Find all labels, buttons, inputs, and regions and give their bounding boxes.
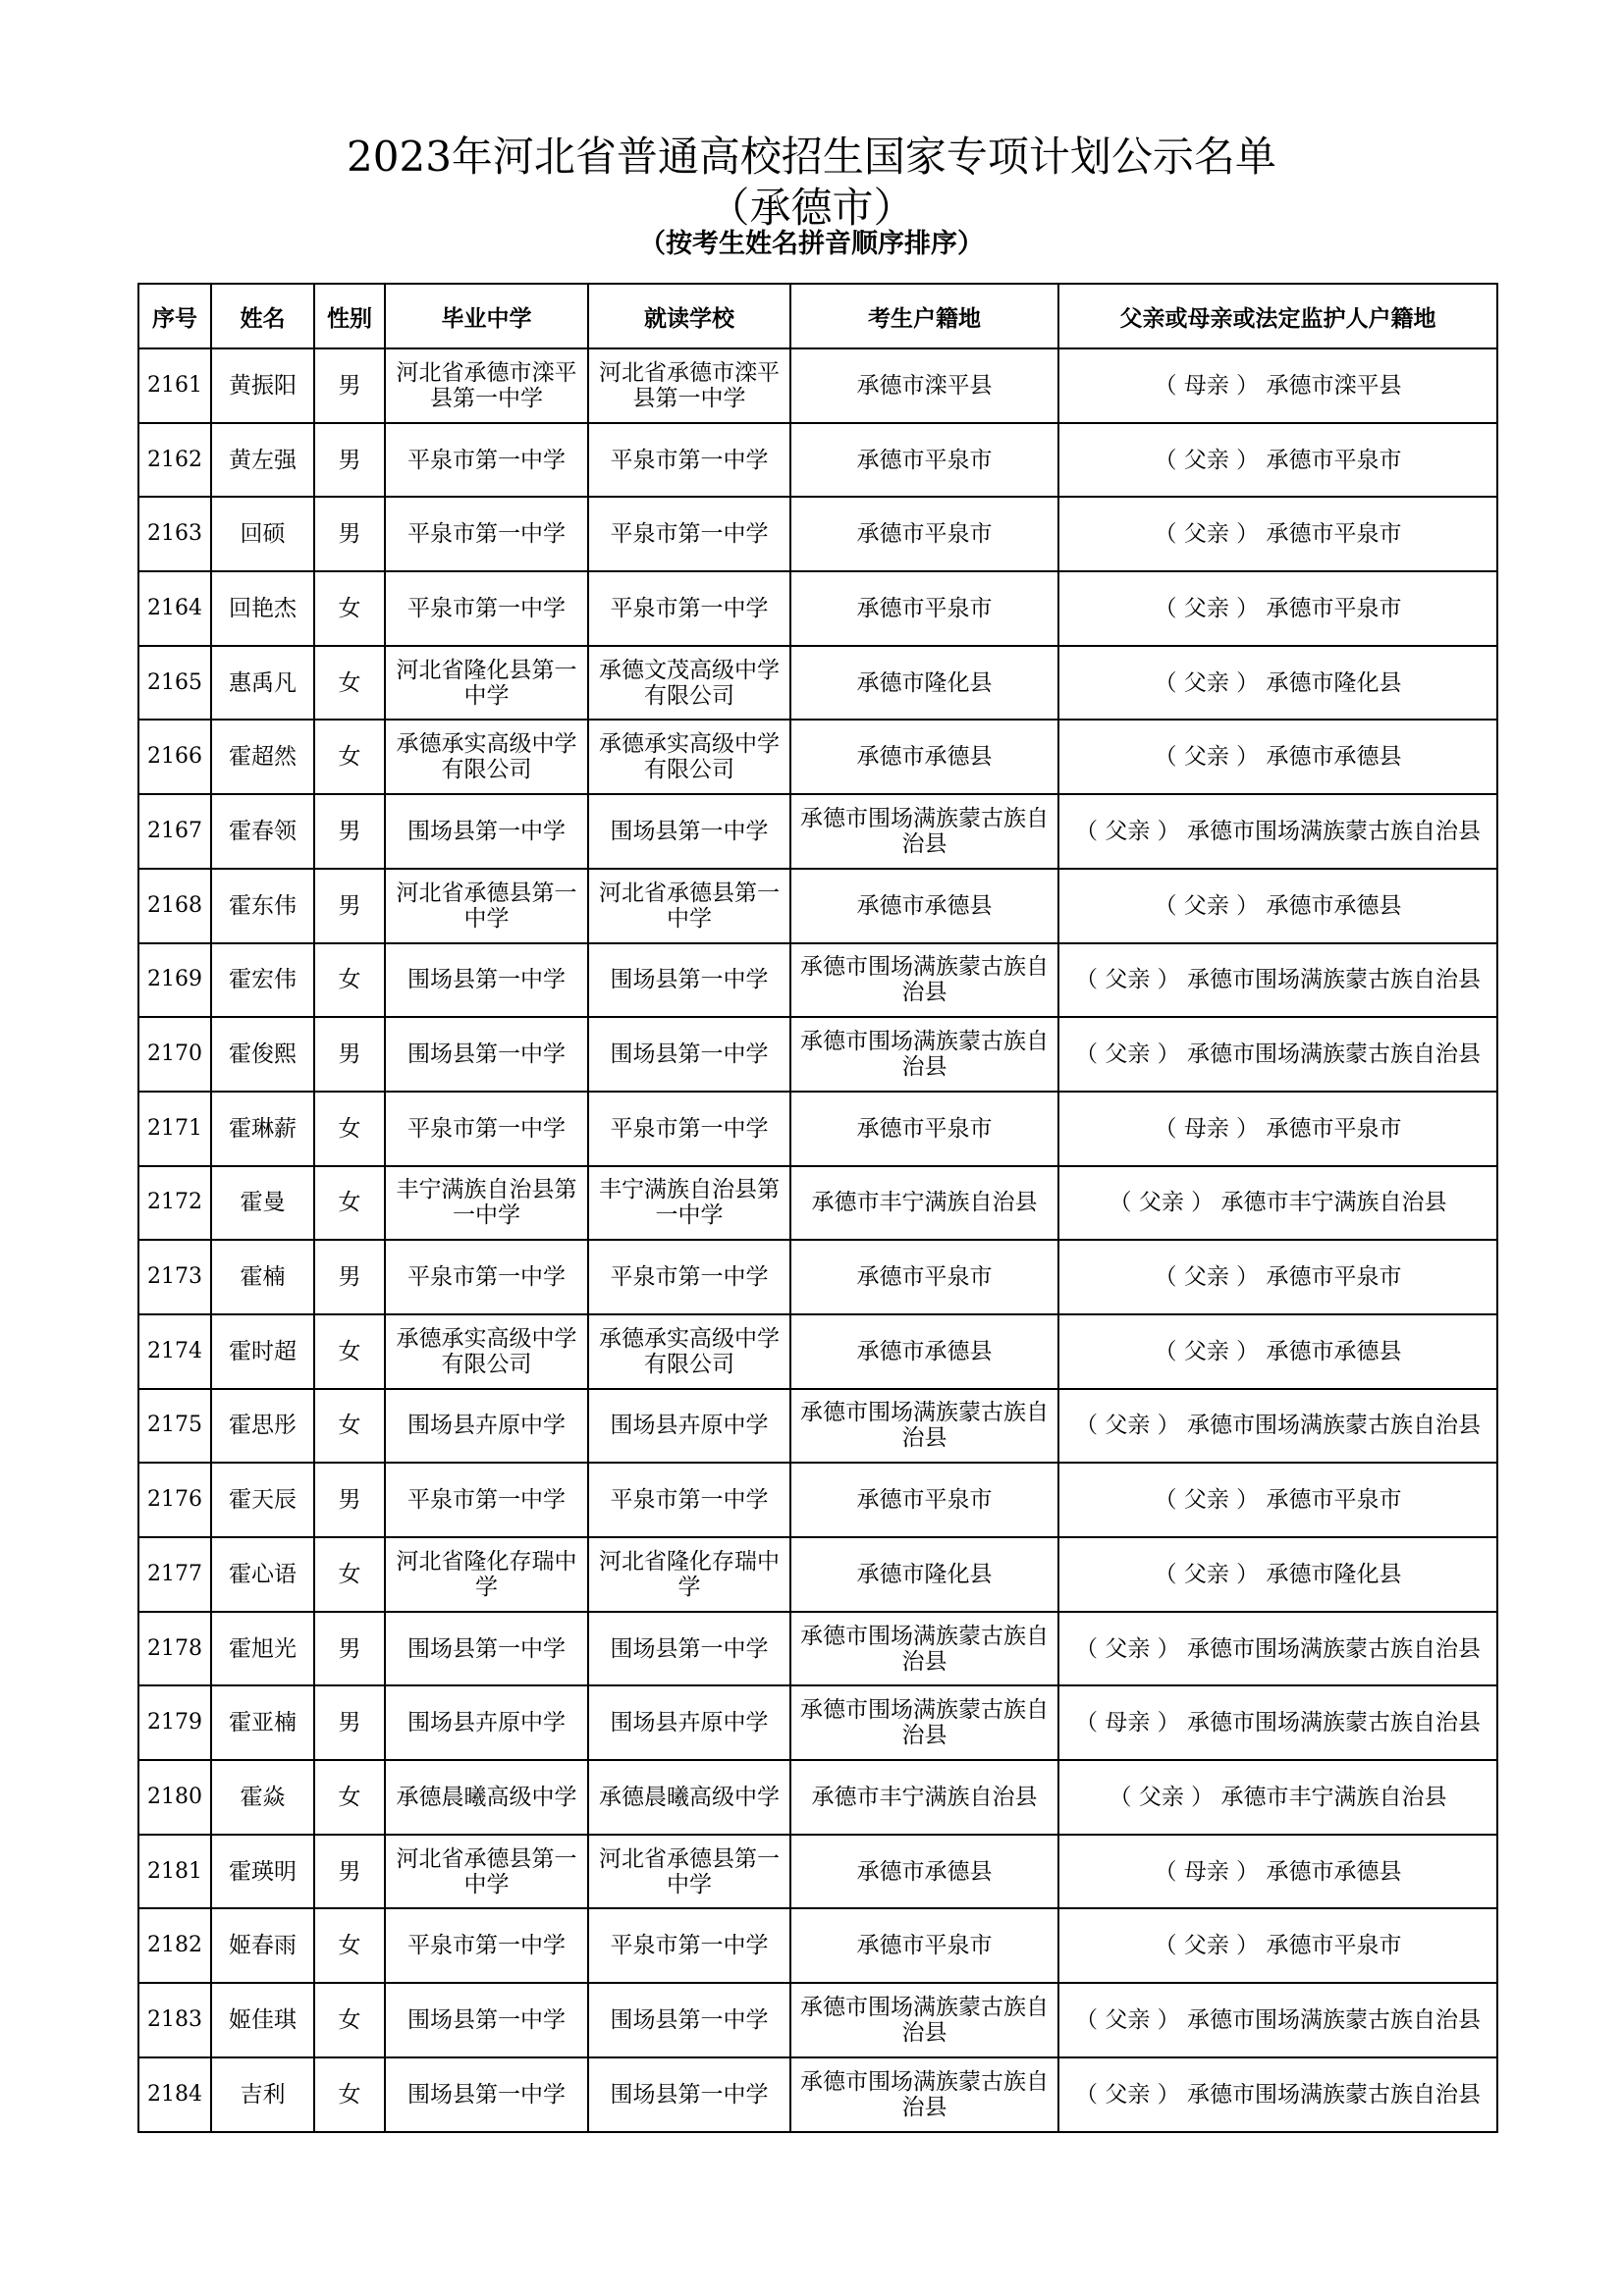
cell-gender: 男 (314, 1685, 385, 1760)
col-header-gender: 性别 (314, 284, 385, 348)
cell-gender: 女 (314, 1166, 385, 1241)
cell-no: 2171 (138, 1092, 211, 1166)
cell-guardian: （ 父亲 ） 承德市承德县 (1058, 720, 1497, 794)
cell-name: 惠禹凡 (211, 646, 314, 721)
cell-guardian: （ 母亲 ） 承德市平泉市 (1058, 1092, 1497, 1166)
cell-guardian: （ 父亲 ） 承德市围场满族蒙古族自治县 (1058, 1612, 1497, 1686)
cell-hukou: 承德市围场满族蒙古族自治县 (790, 1612, 1058, 1686)
cell-guardian: （ 父亲 ） 承德市平泉市 (1058, 1908, 1497, 1983)
cell-grad-school: 平泉市第一中学 (385, 571, 588, 646)
cell-hukou: 承德市承德县 (790, 1835, 1058, 1909)
cell-grad-school: 承德承实高级中学有限公司 (385, 720, 588, 794)
cell-grad-school: 围场县第一中学 (385, 2057, 588, 2132)
col-header-guardian: 父亲或母亲或法定监护人户籍地 (1058, 284, 1497, 348)
cell-name: 霍春领 (211, 794, 314, 869)
cell-guardian: （ 父亲 ） 承德市平泉市 (1058, 423, 1497, 498)
cell-grad-school: 围场县第一中学 (385, 794, 588, 869)
cell-gender: 男 (314, 497, 385, 571)
cell-no: 2170 (138, 1017, 211, 1092)
cell-name: 姬佳琪 (211, 1983, 314, 2057)
cell-current-school: 围场县第一中学 (588, 1017, 790, 1092)
cell-guardian: （ 父亲 ） 承德市隆化县 (1058, 646, 1497, 721)
cell-hukou: 承德市滦平县 (790, 348, 1058, 423)
cell-hukou: 承德市平泉市 (790, 1240, 1058, 1314)
cell-hukou: 承德市平泉市 (790, 1908, 1058, 1983)
cell-gender: 女 (314, 1908, 385, 1983)
cell-current-school: 围场县第一中学 (588, 1612, 790, 1686)
cell-no: 2174 (138, 1314, 211, 1389)
cell-name: 霍楠 (211, 1240, 314, 1314)
cell-current-school: 承德晨曦高级中学 (588, 1760, 790, 1835)
table-row (138, 2057, 1497, 2132)
cell-grad-school: 河北省隆化县第一中学 (385, 646, 588, 721)
cell-no: 2169 (138, 943, 211, 1018)
table-row (138, 1835, 1497, 1909)
page-subtitle: （承德市） (708, 184, 915, 232)
cell-no: 2167 (138, 794, 211, 869)
cell-gender: 男 (314, 1463, 385, 1537)
cell-current-school: 平泉市第一中学 (588, 1908, 790, 1983)
cell-guardian: （ 父亲 ） 承德市平泉市 (1058, 571, 1497, 646)
cell-grad-school: 平泉市第一中学 (385, 1908, 588, 1983)
cell-gender: 男 (314, 869, 385, 943)
cell-hukou: 承德市围场满族蒙古族自治县 (790, 1389, 1058, 1464)
cell-hukou: 承德市围场满族蒙古族自治县 (790, 1017, 1058, 1092)
cell-gender: 女 (314, 2057, 385, 2132)
cell-gender: 男 (314, 1240, 385, 1314)
cell-guardian: （ 父亲 ） 承德市围场满族蒙古族自治县 (1058, 2057, 1497, 2132)
cell-current-school: 平泉市第一中学 (588, 571, 790, 646)
cell-grad-school: 围场县第一中学 (385, 1612, 588, 1686)
cell-current-school: 平泉市第一中学 (588, 1463, 790, 1537)
cell-hukou: 承德市围场满族蒙古族自治县 (790, 794, 1058, 869)
cell-current-school: 承德文茂高级中学有限公司 (588, 646, 790, 721)
table-row (138, 720, 1497, 794)
cell-grad-school: 平泉市第一中学 (385, 497, 588, 571)
cell-hukou: 承德市隆化县 (790, 646, 1058, 721)
cell-name: 霍瑛明 (211, 1835, 314, 1909)
cell-name: 黄左强 (211, 423, 314, 498)
cell-no: 2172 (138, 1166, 211, 1241)
cell-grad-school: 河北省隆化存瑞中学 (385, 1537, 588, 1612)
cell-guardian: （ 父亲 ） 承德市围场满族蒙古族自治县 (1058, 1389, 1497, 1464)
cell-no: 2178 (138, 1612, 211, 1686)
page-title: 2023年河北省普通高校招生国家专项计划公示名单 (347, 133, 1276, 181)
cell-name: 回艳杰 (211, 571, 314, 646)
table-row (138, 348, 1497, 423)
cell-guardian: （ 父亲 ） 承德市平泉市 (1058, 1240, 1497, 1314)
cell-current-school: 平泉市第一中学 (588, 1092, 790, 1166)
cell-name: 霍旭光 (211, 1612, 314, 1686)
cell-current-school: 围场县卉原中学 (588, 1389, 790, 1464)
cell-current-school: 河北省隆化存瑞中学 (588, 1537, 790, 1612)
cell-name: 霍超然 (211, 720, 314, 794)
table-row (138, 497, 1497, 571)
col-header-name: 姓名 (211, 284, 314, 348)
cell-gender: 女 (314, 943, 385, 1018)
table-row (138, 869, 1497, 943)
cell-no: 2184 (138, 2057, 211, 2132)
cell-grad-school: 丰宁满族自治县第一中学 (385, 1166, 588, 1241)
table-row (138, 1463, 1497, 1537)
cell-no: 2164 (138, 571, 211, 646)
cell-hukou: 承德市隆化县 (790, 1537, 1058, 1612)
cell-name: 黄振阳 (211, 348, 314, 423)
table-row (138, 1983, 1497, 2057)
cell-current-school: 平泉市第一中学 (588, 423, 790, 498)
cell-name: 霍心语 (211, 1537, 314, 1612)
cell-no: 2182 (138, 1908, 211, 1983)
table-row (138, 1685, 1497, 1760)
cell-hukou: 承德市围场满族蒙古族自治县 (790, 943, 1058, 1018)
cell-name: 霍亚楠 (211, 1685, 314, 1760)
table-body (138, 348, 1497, 2132)
cell-gender: 男 (314, 794, 385, 869)
cell-name: 霍宏伟 (211, 943, 314, 1018)
cell-grad-school: 承德承实高级中学有限公司 (385, 1314, 588, 1389)
cell-gender: 男 (314, 348, 385, 423)
table-row (138, 1908, 1497, 1983)
table-row (138, 646, 1497, 721)
cell-current-school: 围场县卉原中学 (588, 1685, 790, 1760)
cell-guardian: （ 父亲 ） 承德市围场满族蒙古族自治县 (1058, 794, 1497, 869)
cell-no: 2163 (138, 497, 211, 571)
table-row (138, 1389, 1497, 1464)
cell-no: 2180 (138, 1760, 211, 1835)
cell-gender: 男 (314, 1835, 385, 1909)
cell-current-school: 承德承实高级中学有限公司 (588, 1314, 790, 1389)
cell-gender: 女 (314, 720, 385, 794)
cell-no: 2162 (138, 423, 211, 498)
cell-name: 霍俊熙 (211, 1017, 314, 1092)
roster-table (137, 283, 1498, 2133)
cell-gender: 女 (314, 646, 385, 721)
cell-guardian: （ 父亲 ） 承德市丰宁满族自治县 (1058, 1760, 1497, 1835)
cell-gender: 女 (314, 1983, 385, 2057)
cell-hukou: 承德市平泉市 (790, 1092, 1058, 1166)
cell-name: 霍焱 (211, 1760, 314, 1835)
cell-current-school: 围场县第一中学 (588, 794, 790, 869)
cell-hukou: 承德市承德县 (790, 869, 1058, 943)
cell-hukou: 承德市平泉市 (790, 423, 1058, 498)
col-header-hukou: 考生户籍地 (790, 284, 1058, 348)
cell-grad-school: 河北省承德县第一中学 (385, 1835, 588, 1909)
cell-hukou: 承德市围场满族蒙古族自治县 (790, 1983, 1058, 2057)
table-row (138, 571, 1497, 646)
cell-no: 2179 (138, 1685, 211, 1760)
cell-gender: 女 (314, 1389, 385, 1464)
cell-name: 霍天辰 (211, 1463, 314, 1537)
table-row (138, 1240, 1497, 1314)
cell-guardian: （ 父亲 ） 承德市丰宁满族自治县 (1058, 1166, 1497, 1241)
cell-guardian: （ 父亲 ） 承德市围场满族蒙古族自治县 (1058, 1983, 1497, 2057)
cell-gender: 女 (314, 1314, 385, 1389)
cell-no: 2181 (138, 1835, 211, 1909)
cell-gender: 女 (314, 571, 385, 646)
cell-grad-school: 承德晨曦高级中学 (385, 1760, 588, 1835)
cell-grad-school: 平泉市第一中学 (385, 1463, 588, 1537)
cell-no: 2173 (138, 1240, 211, 1314)
col-header-no: 序号 (138, 284, 211, 348)
cell-hukou: 承德市围场满族蒙古族自治县 (790, 1685, 1058, 1760)
cell-grad-school: 平泉市第一中学 (385, 423, 588, 498)
cell-current-school: 平泉市第一中学 (588, 497, 790, 571)
cell-name: 霍曼 (211, 1166, 314, 1241)
table-row (138, 1537, 1497, 1612)
cell-name: 姬春雨 (211, 1908, 314, 1983)
cell-gender: 男 (314, 423, 385, 498)
cell-grad-school: 河北省承德市滦平县第一中学 (385, 348, 588, 423)
cell-gender: 男 (314, 1612, 385, 1686)
cell-current-school: 丰宁满族自治县第一中学 (588, 1166, 790, 1241)
cell-gender: 女 (314, 1760, 385, 1835)
cell-no: 2165 (138, 646, 211, 721)
cell-name: 霍琳薪 (211, 1092, 314, 1166)
cell-hukou: 承德市平泉市 (790, 497, 1058, 571)
cell-guardian: （ 父亲 ） 承德市承德县 (1058, 869, 1497, 943)
cell-guardian: （ 父亲 ） 承德市承德县 (1058, 1314, 1497, 1389)
cell-no: 2176 (138, 1463, 211, 1537)
table-row (138, 1314, 1497, 1389)
cell-guardian: （ 父亲 ） 承德市隆化县 (1058, 1537, 1497, 1612)
cell-current-school: 河北省承德县第一中学 (588, 1835, 790, 1909)
cell-gender: 女 (314, 1537, 385, 1612)
cell-no: 2183 (138, 1983, 211, 2057)
cell-no: 2166 (138, 720, 211, 794)
cell-hukou: 承德市承德县 (790, 720, 1058, 794)
cell-current-school: 围场县第一中学 (588, 2057, 790, 2132)
table-row (138, 943, 1497, 1018)
cell-grad-school: 河北省承德县第一中学 (385, 869, 588, 943)
table-row (138, 423, 1497, 498)
cell-name: 霍东伟 (211, 869, 314, 943)
cell-gender: 女 (314, 1092, 385, 1166)
cell-hukou: 承德市承德县 (790, 1314, 1058, 1389)
cell-guardian: （ 母亲 ） 承德市承德县 (1058, 1835, 1497, 1909)
cell-no: 2168 (138, 869, 211, 943)
cell-current-school: 围场县第一中学 (588, 943, 790, 1018)
cell-guardian: （ 父亲 ） 承德市围场满族蒙古族自治县 (1058, 1017, 1497, 1092)
sort-note: （按考生姓名拼音顺序排序） (639, 229, 984, 259)
cell-grad-school: 围场县卉原中学 (385, 1685, 588, 1760)
cell-guardian: （ 母亲 ） 承德市围场满族蒙古族自治县 (1058, 1685, 1497, 1760)
cell-grad-school: 围场县卉原中学 (385, 1389, 588, 1464)
cell-name: 霍思彤 (211, 1389, 314, 1464)
col-header-current-school: 就读学校 (588, 284, 790, 348)
cell-grad-school: 围场县第一中学 (385, 1983, 588, 2057)
table-row (138, 1166, 1497, 1241)
table-row (138, 1092, 1497, 1166)
cell-no: 2177 (138, 1537, 211, 1612)
cell-current-school: 平泉市第一中学 (588, 1240, 790, 1314)
cell-name: 吉利 (211, 2057, 314, 2132)
table-row (138, 794, 1497, 869)
table-header-row (138, 284, 1497, 348)
cell-guardian: （ 父亲 ） 承德市围场满族蒙古族自治县 (1058, 943, 1497, 1018)
cell-no: 2161 (138, 348, 211, 423)
cell-guardian: （ 父亲 ） 承德市平泉市 (1058, 497, 1497, 571)
cell-hukou: 承德市围场满族蒙古族自治县 (790, 2057, 1058, 2132)
cell-guardian: （ 母亲 ） 承德市滦平县 (1058, 348, 1497, 423)
cell-grad-school: 围场县第一中学 (385, 1017, 588, 1092)
cell-hukou: 承德市丰宁满族自治县 (790, 1760, 1058, 1835)
cell-grad-school: 平泉市第一中学 (385, 1092, 588, 1166)
cell-hukou: 承德市丰宁满族自治县 (790, 1166, 1058, 1241)
table-row (138, 1612, 1497, 1686)
cell-name: 霍时超 (211, 1314, 314, 1389)
cell-current-school: 围场县第一中学 (588, 1983, 790, 2057)
cell-current-school: 河北省承德市滦平县第一中学 (588, 348, 790, 423)
table-row (138, 1760, 1497, 1835)
cell-gender: 男 (314, 1017, 385, 1092)
cell-grad-school: 平泉市第一中学 (385, 1240, 588, 1314)
cell-current-school: 河北省承德县第一中学 (588, 869, 790, 943)
cell-current-school: 承德承实高级中学有限公司 (588, 720, 790, 794)
cell-hukou: 承德市平泉市 (790, 1463, 1058, 1537)
col-header-grad-school: 毕业中学 (385, 284, 588, 348)
cell-grad-school: 围场县第一中学 (385, 943, 588, 1018)
cell-hukou: 承德市平泉市 (790, 571, 1058, 646)
table-row (138, 1017, 1497, 1092)
cell-guardian: （ 父亲 ） 承德市平泉市 (1058, 1463, 1497, 1537)
cell-name: 回硕 (211, 497, 314, 571)
cell-no: 2175 (138, 1389, 211, 1464)
